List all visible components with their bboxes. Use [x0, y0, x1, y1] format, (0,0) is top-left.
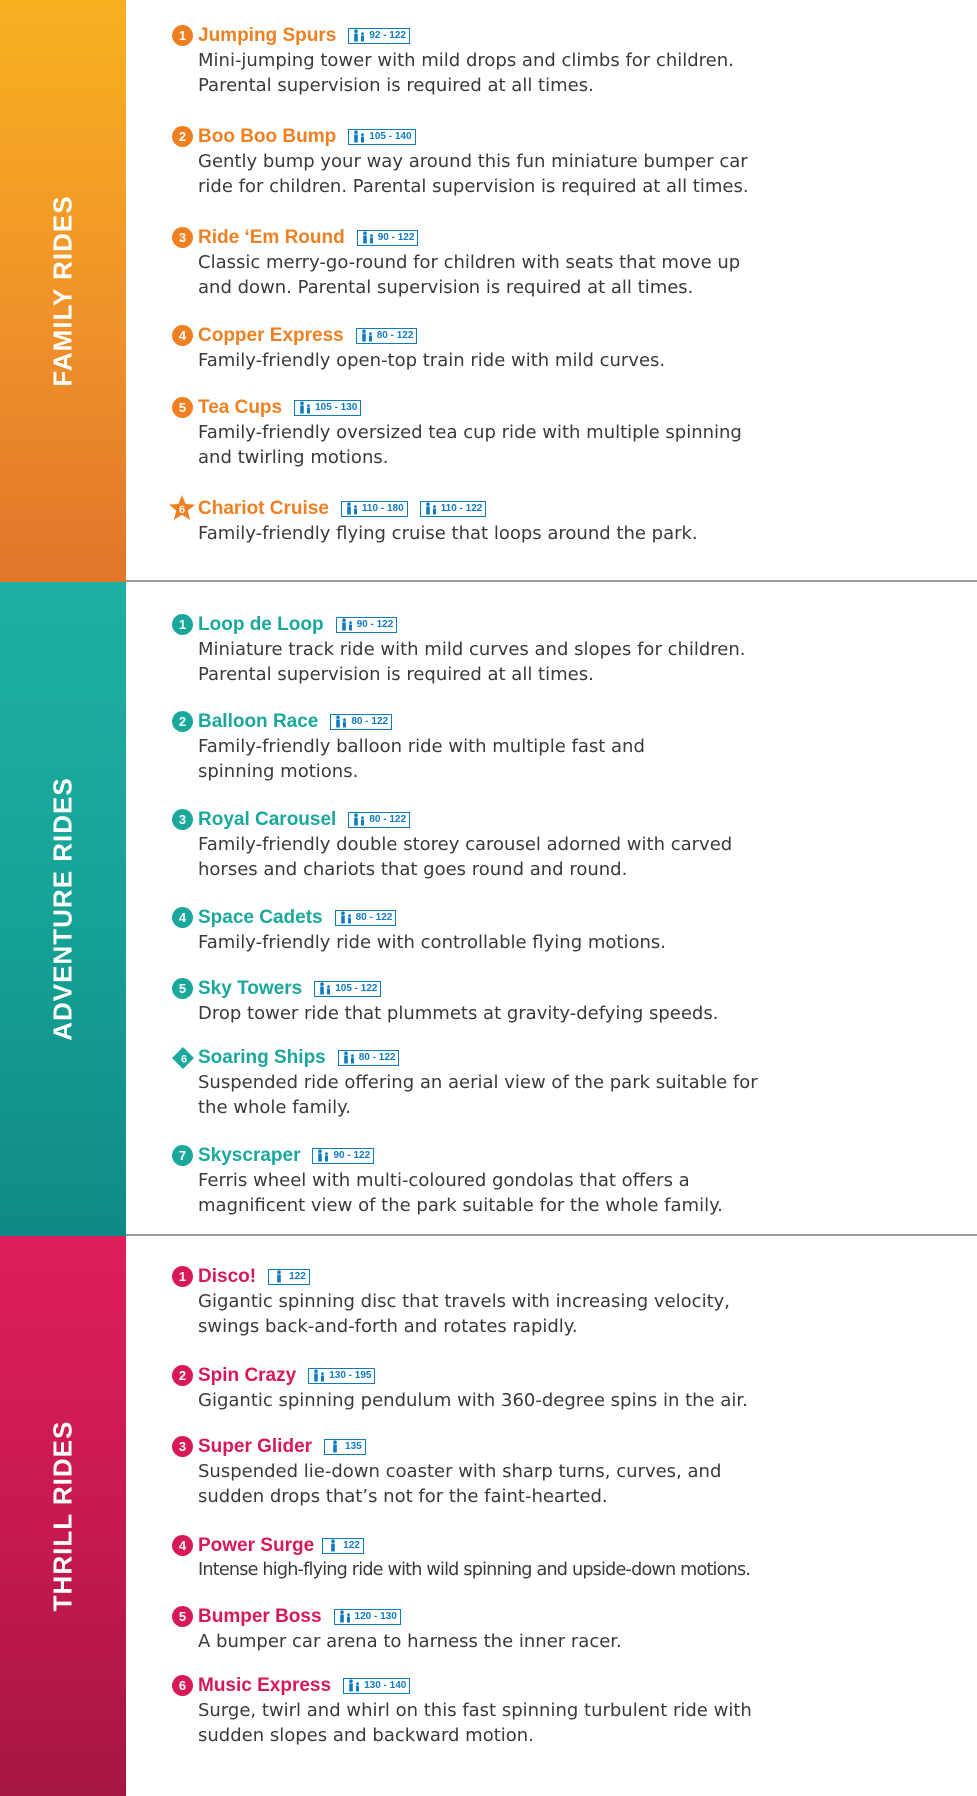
ride-number-marker: 1 — [172, 25, 193, 46]
height-range: 135 — [345, 1440, 362, 1452]
ride-description: sudden slopes and backward motion. — [198, 1725, 534, 1746]
ride-description: Gently bump your way around this fun miniature bumper car — [198, 151, 748, 172]
height-requirement-badge — [324, 1439, 366, 1455]
height-range: 120 - 130 — [354, 1610, 397, 1622]
ride-number-marker: 3 — [172, 809, 193, 830]
child-with-adult-icon — [423, 502, 439, 515]
child-with-adult-icon — [360, 231, 376, 244]
ride-description: Parental supervision is required at all times. — [198, 664, 594, 685]
ride-disco — [178, 1264, 958, 1339]
height-requirement-badge — [348, 812, 410, 828]
height-requirement-badge — [356, 328, 418, 344]
height-range: 90 - 122 — [377, 231, 415, 243]
adventure-rides-band — [0, 582, 126, 1236]
ride-jumping-spurs — [178, 23, 958, 98]
ride-description: A bumper car arena to harness the inner racer. — [198, 1631, 622, 1652]
ride-description: Family-friendly oversized tea cup ride with multiple spinning — [198, 422, 742, 443]
ride-description: spinning motions. — [198, 761, 359, 782]
height-range: 80 - 122 — [355, 911, 393, 923]
thrill-rides-heading: THRILL RIDES — [47, 1420, 78, 1612]
ride-number-marker: 4 — [172, 325, 193, 346]
child-with-adult-icon — [351, 29, 367, 42]
child-with-adult-icon — [333, 715, 349, 728]
person-icon — [327, 1440, 343, 1453]
height-requirement-badge — [348, 28, 410, 44]
ride-number-marker: 7 — [172, 1145, 193, 1166]
height-range: 90 - 122 — [333, 1149, 371, 1161]
ride-description: Classic merry-go-round for children with seats that move up — [198, 252, 741, 273]
ride-number-marker: 6 — [178, 504, 186, 516]
ride-music-express — [178, 1673, 958, 1748]
ride-name: Music Express — [198, 1674, 332, 1696]
height-requirement-badge-secondary — [420, 501, 487, 517]
height-range: 130 - 195 — [329, 1369, 372, 1381]
height-range: 80 - 122 — [369, 813, 407, 825]
height-requirement-badge — [314, 981, 381, 997]
height-range: 80 - 122 — [376, 329, 414, 341]
ride-name: Jumping Spurs — [198, 24, 337, 46]
height-range: 122 — [289, 1270, 306, 1282]
ride-description: Family-friendly double storey carousel adorned with carved — [198, 834, 733, 855]
ride-description: Family-friendly flying cruise that loops around the park. — [198, 523, 698, 544]
ride-name: Skyscraper — [198, 1144, 301, 1166]
person-icon — [325, 1539, 341, 1552]
star-marker-icon — [168, 494, 196, 522]
ride-name: Space Cadets — [198, 906, 323, 928]
ride-description: Gigantic spinning disc that travels with increasing velocity, — [198, 1291, 731, 1312]
ride-description: Gigantic spinning pendulum with 360-degree spins in the air. — [198, 1390, 748, 1411]
height-range: 105 - 130 — [315, 401, 358, 413]
ride-description: and down. Parental supervision is required at all times. — [198, 277, 694, 298]
ride-name: Loop de Loop — [198, 613, 324, 635]
ride-name: Disco! — [198, 1265, 257, 1287]
ride-name: Ride ‘Em Round — [198, 226, 345, 248]
ride-description: Ferris wheel with multi-coloured gondolas that offers a — [198, 1170, 690, 1191]
ride-number-marker: 4 — [172, 907, 193, 928]
ride-super-glider — [178, 1434, 958, 1509]
ride-name: Soaring Ships — [198, 1046, 326, 1068]
ride-bumper-boss — [178, 1604, 958, 1654]
ride-name: Royal Carousel — [198, 808, 337, 830]
ride-chariot-cruise — [178, 496, 958, 546]
height-requirement-badge — [330, 714, 392, 730]
ride-soaring-ships — [180, 1045, 958, 1120]
height-range: 80 - 122 — [351, 715, 389, 727]
child-with-adult-icon — [341, 1051, 357, 1064]
ride-description: and twirling motions. — [198, 447, 389, 468]
thrill-rides-band — [0, 1236, 126, 1796]
height-requirement-badge — [336, 617, 398, 633]
height-requirement-badge — [294, 400, 361, 416]
child-with-adult-icon — [359, 329, 375, 342]
height-range: 105 - 140 — [369, 130, 412, 142]
ride-description: the whole family. — [198, 1097, 351, 1118]
ride-number-marker: 5 — [172, 978, 193, 999]
thrill-rides-section — [0, 1236, 977, 1796]
height-range: 110 - 180 — [361, 502, 404, 514]
height-range: 130 - 140 — [364, 1679, 407, 1691]
ride-name: Super Glider — [198, 1435, 313, 1457]
child-with-adult-icon — [297, 401, 313, 414]
family-rides-band — [0, 0, 126, 582]
ride-description: Surge, twirl and whirl on this fast spinning turbulent ride with — [198, 1700, 752, 1721]
family-rides-heading: FAMILY RIDES — [47, 195, 78, 387]
ride-number-marker: 6 — [180, 1053, 188, 1066]
ride-description: Family-friendly balloon ride with multiple fast and — [198, 736, 645, 757]
ride-name: Tea Cups — [198, 396, 283, 418]
child-with-adult-icon — [311, 1369, 327, 1382]
ride-power-surge — [178, 1533, 958, 1583]
ride-description: Suspended ride offering an aerial view of the park suitable for — [198, 1072, 758, 1093]
height-requirement-badge — [334, 1609, 401, 1625]
height-range: 105 - 122 — [335, 982, 378, 994]
ride-number-marker: 5 — [172, 397, 193, 418]
child-with-adult-icon — [338, 911, 354, 924]
adventure-rides-section — [0, 582, 977, 1236]
ride-space-cadets — [178, 905, 958, 955]
ride-name: Boo Boo Bump — [198, 125, 337, 147]
ride-description: Mini-jumping tower with mild drops and climbs for children. — [198, 50, 734, 71]
ride-number-marker: 1 — [172, 1266, 193, 1287]
height-requirement-badge — [308, 1368, 375, 1384]
ride-skyscraper — [178, 1143, 958, 1218]
ride-boo-boo-bump — [178, 124, 958, 199]
child-with-adult-icon — [346, 1679, 362, 1692]
ride-name: Bumper Boss — [198, 1605, 322, 1627]
ride-description: swings back-and-forth and rotates rapidly. — [198, 1316, 578, 1337]
ride-description: Family-friendly open-top train ride with mild curves. — [198, 350, 666, 371]
ride-name: Chariot Cruise — [198, 497, 329, 519]
height-requirement-badge — [343, 1678, 410, 1694]
child-with-adult-icon — [351, 130, 367, 143]
height-requirement-badge — [357, 230, 419, 246]
ride-number-marker: 2 — [172, 1365, 193, 1386]
ride-number-marker: 4 — [172, 1535, 193, 1556]
height-range: 122 — [343, 1539, 360, 1551]
diamond-marker-icon — [171, 1046, 195, 1070]
ride-balloon-race — [178, 709, 958, 784]
child-with-adult-icon — [351, 813, 367, 826]
height-requirement-badge — [268, 1269, 310, 1285]
ride-description: Miniature track ride with mild curves and slopes for children. — [198, 639, 746, 660]
ride-description: Parental supervision is required at all times. — [198, 75, 594, 96]
height-requirement-badge — [341, 501, 408, 517]
child-with-adult-icon — [337, 1610, 353, 1623]
child-with-adult-icon — [315, 1149, 331, 1162]
ride-number-marker: 3 — [172, 1436, 193, 1457]
ride-copper-express — [178, 323, 958, 373]
ride-description: sudden drops that’s not for the faint-hearted. — [198, 1486, 608, 1507]
ride-number-marker: 2 — [172, 711, 193, 732]
height-range: 92 - 122 — [369, 29, 406, 41]
ride-description: ride for children. Parental supervision is required at all times. — [198, 176, 749, 197]
child-with-adult-icon — [344, 502, 360, 515]
ride-name: Balloon Race — [198, 710, 319, 732]
ride-royal-carousel — [178, 807, 958, 882]
ride-name: Copper Express — [198, 324, 344, 346]
height-requirement-badge — [335, 910, 397, 926]
height-range: 90 - 122 — [356, 618, 394, 630]
ride-description: horses and chariots that goes round and round. — [198, 859, 628, 880]
ride-number-marker: 1 — [172, 614, 193, 635]
ride-number-marker: 5 — [172, 1606, 193, 1627]
ride-number-marker: 6 — [172, 1675, 193, 1696]
ride-description: Family-friendly ride with controllable flying motions. — [198, 932, 666, 953]
ride-tea-cups — [178, 395, 958, 470]
ride-name: Power Surge — [198, 1534, 315, 1556]
ride-name: Spin Crazy — [198, 1364, 297, 1386]
person-icon — [271, 1270, 287, 1283]
ride-spin-crazy — [178, 1363, 958, 1413]
child-with-adult-icon — [339, 618, 355, 631]
child-with-adult-icon — [317, 982, 333, 995]
ride-name: Sky Towers — [198, 977, 303, 999]
family-rides-section — [0, 0, 977, 582]
ride-description: Intense high-flying ride with wild spinning and upside-down motions. — [198, 1560, 751, 1580]
ride-loop-de-loop — [178, 612, 958, 687]
height-requirement-badge — [338, 1050, 400, 1066]
ride-description: magnificent view of the park suitable for the whole family. — [198, 1195, 723, 1216]
ride-sky-towers — [178, 976, 958, 1026]
ride-number-marker: 2 — [172, 126, 193, 147]
height-requirement-badge — [322, 1538, 364, 1554]
ride-description: Suspended lie-down coaster with sharp turns, curves, and — [198, 1461, 722, 1482]
height-requirement-badge — [348, 129, 415, 145]
ride-description: Drop tower ride that plummets at gravity-defying speeds. — [198, 1003, 719, 1024]
adventure-rides-heading: ADVENTURE RIDES — [47, 777, 78, 1041]
ride-ride-em-round — [178, 225, 958, 300]
height-range: 80 - 122 — [358, 1051, 396, 1063]
ride-number-marker: 3 — [172, 227, 193, 248]
height-range: 110 - 122 — [440, 502, 483, 514]
height-requirement-badge — [312, 1148, 374, 1164]
